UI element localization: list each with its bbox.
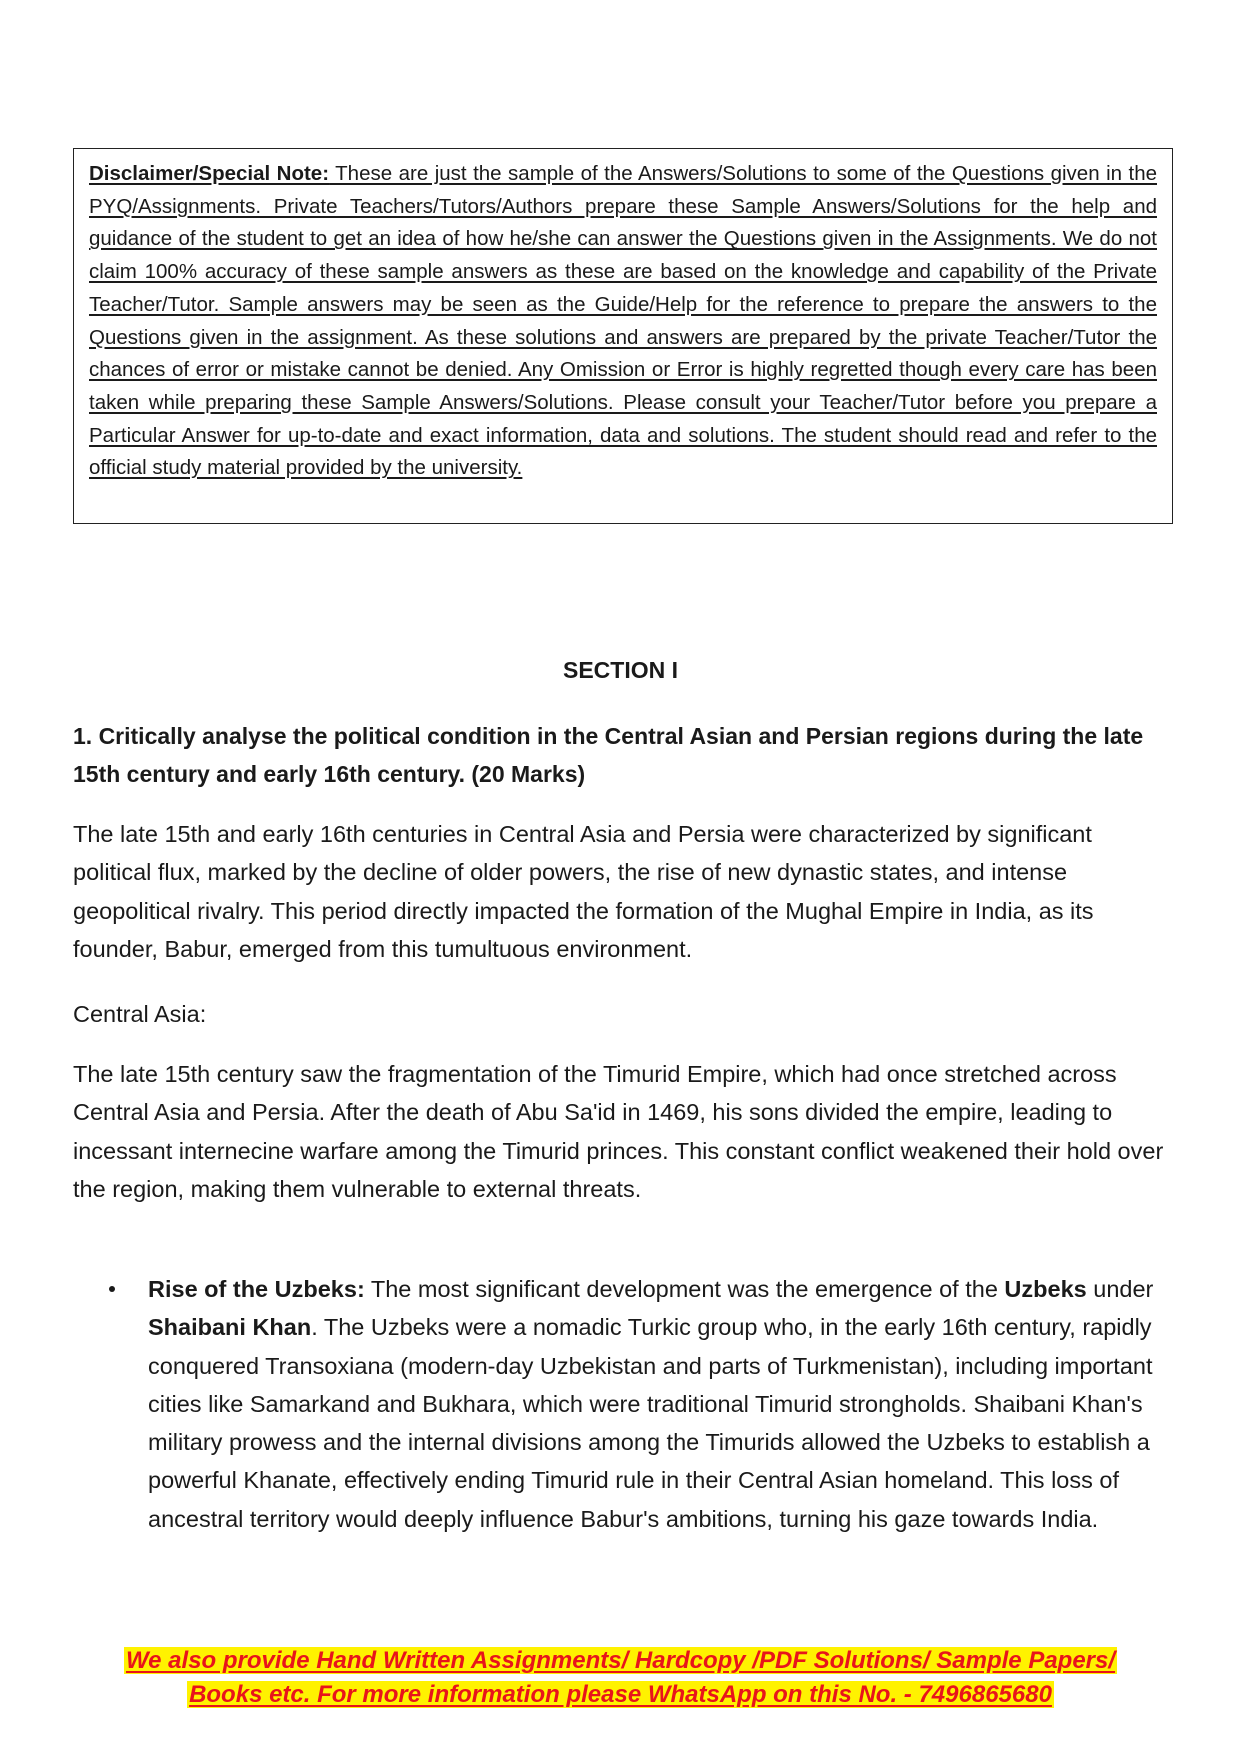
disclaimer-box <box>73 148 1173 524</box>
bullet-bold-shaibani: Shaibani Khan <box>148 1314 312 1341</box>
bullet-text: The most significant development was the emergence of the <box>364 1276 1005 1302</box>
question-heading: 1. Critically analyse the political condition in the Central Asian and Persian regions during the late 15th century and early 16th century. (20 Marks) <box>73 723 1144 787</box>
central-asia-paragraph: The late 15th century saw the fragmentation of the Timurid Empire, which had once stretched across Central Asia and Persia. After the death of Abu Sa'id in 1469, his sons divided the empire, leading to incessant internecine warfare among the Timurid princes. This constant conflict weakened their hold over the region, making them vulnerable to external threats. <box>73 1061 1164 1202</box>
bullet-list <box>73 1270 1173 1538</box>
bullet-bold-uzbeks: Uzbeks <box>1004 1276 1087 1302</box>
disclaimer-label: Disclaimer/Special Note: <box>89 162 330 185</box>
list-item <box>73 1270 1173 1538</box>
bullet-icon <box>109 1286 115 1292</box>
answer-intro-paragraph: The late 15th and early 16th centuries in Central Asia and Persia were characterized by significant political flux, marked by the decline of older powers, the rise of new dynastic states, and intense geopolitical rivalry. This period directly impacted the formation of the Mughal Empire in India, as its founder, Babur, emerged from this tumultuous environment. <box>73 821 1094 962</box>
bullet-text: under <box>1086 1276 1154 1302</box>
section-heading: SECTION I <box>562 657 678 683</box>
promo-banner <box>0 1644 1241 1712</box>
central-asia-heading: Central Asia: <box>73 1001 207 1027</box>
disclaimer-text: These are just the sample of the Answers/Solutions to some of the Questions given in the PYQ/Assignments. Private Teachers/Tutors/Authors prepare these Sample Answers/Solutions for the help and guidance of the student to get an idea of how he/she can answer the Questions given in the Assignments. We do not claim 100% accuracy of these sample answers as these are based on the knowledge and capability of the Private Teacher/Tutor. Sample answers may be seen as the Guide/Help for the reference to prepare the answers to the Questions given in the assignment. As these solutions and answers are prepared by the private Teacher/Tutor the chances of error or mistake cannot be denied. Any Omission or Error is highly regretted though every care has been taken while preparing these Sample Answers/Solutions. Please consult your Teacher/Tutor before you prepare a Particular Answer for up-to-date and exact information, data and solutions. The student should read and refer to the official study material provided by the university. <box>89 162 1157 480</box>
bullet-text: . The Uzbeks were a nomadic Turkic group who, in the early 16th century, rapidly conquered Transoxiana (modern-day Uzbekistan and parts of Turkmenistan), including important cities like Samarkand and Bukhara, which were traditional Timurid strongholds. Shaibani Khan's military prowess and the internal divisions among the Timurids allowed the Uzbeks to establish a powerful Khanate, effectively ending Timurid rule in their Central Asian homeland. This loss of ancestral territory would deeply influence Babur's ambitions, turning his gaze towards India. <box>148 1314 1153 1532</box>
promo-line-2: Books etc. For more information please WhatsApp on this No. - 7496865680 <box>189 1681 1052 1708</box>
bullet-title: Rise of the Uzbeks: <box>148 1276 365 1302</box>
promo-line-1: We also provide Hand Written Assignments/ Hardcopy /PDF Solutions/ Sample Papers/ <box>125 1647 1116 1674</box>
